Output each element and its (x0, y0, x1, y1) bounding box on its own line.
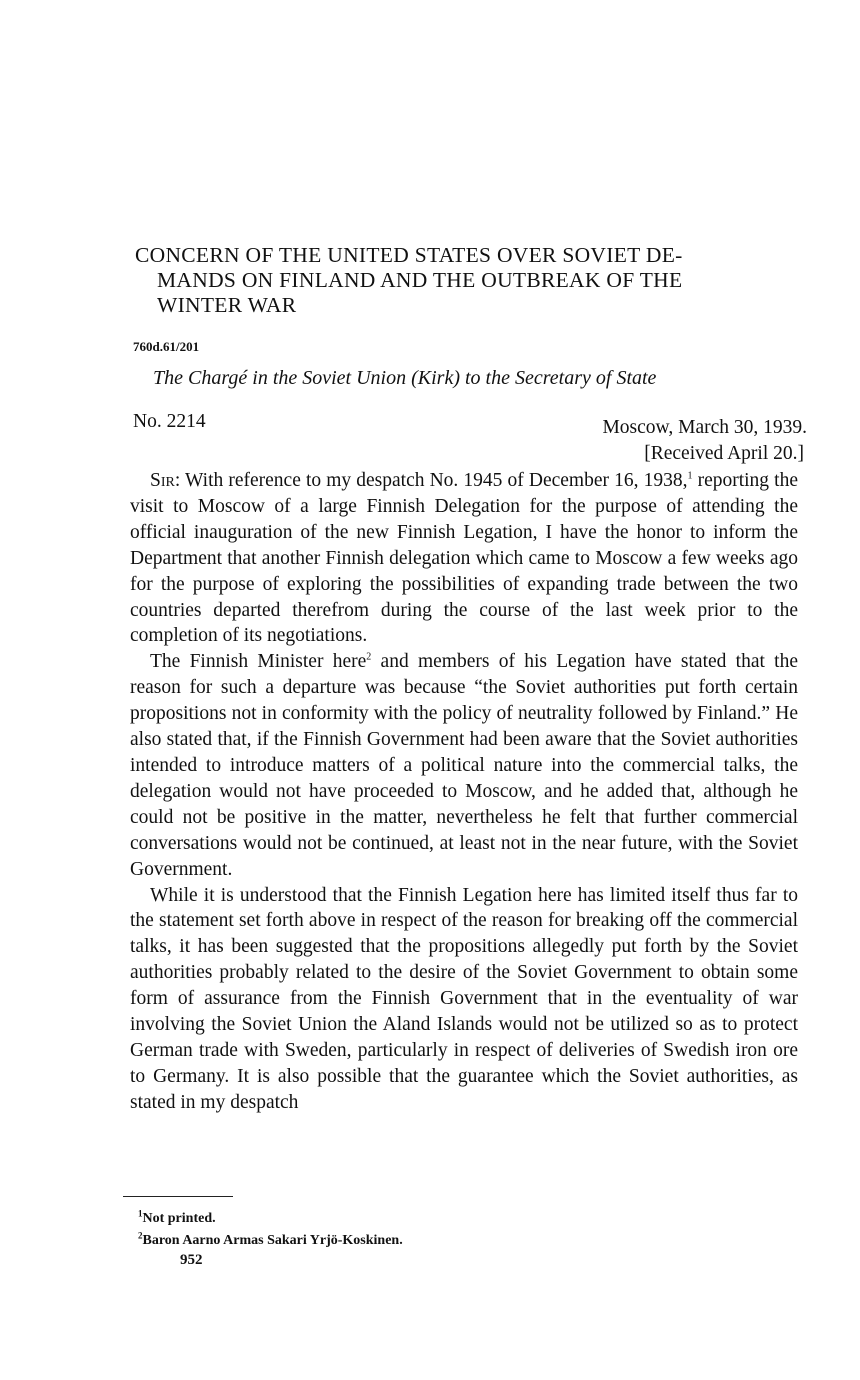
paragraph-2-part-a: The Finnish Minister here (150, 651, 367, 673)
paragraph-1-part-a: : With reference to my despatch No. 1945 of December 16, 1938, (174, 470, 688, 491)
footnote-2-mark: 2 (138, 1230, 143, 1241)
paragraph-2-part-b: and members of his Legation have stated that the reason for such a departure was because “the Soviet authorities put forth certain propositions not in conformity with the policy of neutrality followed by Finland.” He also stated that, if the Finnish Government had been aware that the Soviet authorities intended to introduce matters of a political nature into the commercial talks, the delegation would not have proceeded to Moscow, and he added that, although he could not be positive in the matter, nevertheless he felt that further commercial conversations would not be continued, at least not in the near future, with the Soviet Government. (130, 651, 798, 880)
section-title-line-1: CONCERN OF THE UNITED STATES OVER SOVIET DE- (135, 243, 683, 267)
file-number: 760d.61/201 (133, 339, 200, 354)
paragraph-1-part-b: reporting the visit to Moscow of a large Finnish Delegation for the purpose of attending the official inauguration of the new Finnish Legation, I have the honor to inform the Department that another Finnish delegation which came to Moscow a few weeks ago for the purpose of exploring the possibilities of expanding trade between the two countries departed therefrom during the course of the last week prior to the completion of its negotiations. (130, 470, 798, 647)
section-title-line-2: MANDS ON FINLAND AND THE OUTBREAK OF THE (157, 268, 683, 292)
section-title (135, 243, 807, 318)
place-date: Moscow, March 30, 1939. (602, 417, 807, 438)
paragraph-1 (130, 468, 798, 649)
body-text (130, 468, 798, 1116)
document-heading-prefix: The Chargé in the Soviet Union ( (153, 367, 418, 389)
paragraph-2 (130, 649, 798, 882)
page-number: 952 (180, 1252, 203, 1268)
footnote-ref-1: 1 (687, 470, 693, 482)
footnote-2 (138, 1230, 403, 1252)
section-title-line-3: WINTER WAR (157, 293, 297, 317)
footnote-divider (123, 1196, 233, 1197)
footnote-ref-2: 2 (366, 651, 372, 663)
salutation: Sir (150, 470, 175, 491)
despatch-number: No. 2214 (133, 411, 206, 432)
footnote-1-text: Not printed. (142, 1211, 216, 1226)
paragraph-3: While it is understood that the Finnish Legation here has limited itself thus far to the statement set forth above in respect of the reason for breaking off the commercial talks, it has been suggested that the propositions allegedly put forth by the Soviet authorities probably related to the desire of the Soviet Government to obtain some form of assurance from the Finnish Government that in the eventuality of war involving the Soviet Union the Aland Islands would not be utilized so as to protect German trade with Sweden, particularly in respect of deliveries of Swedish iron ore to Germany. It is also possible that the guarantee which the Soviet authorities, as stated in my despatch (130, 884, 798, 1113)
received-date: [Received April 20.] (644, 443, 804, 464)
document-heading (153, 367, 813, 390)
document-heading-suffix: ) to the Secretary of State (453, 367, 657, 389)
document-heading-name: Kirk (417, 367, 454, 389)
footnote-2-text: Baron Aarno Armas Sakari Yrjö-Koskinen. (142, 1233, 403, 1248)
footnote-1 (138, 1208, 403, 1230)
footnote-1-mark: 1 (138, 1208, 143, 1219)
footnotes (138, 1208, 403, 1252)
